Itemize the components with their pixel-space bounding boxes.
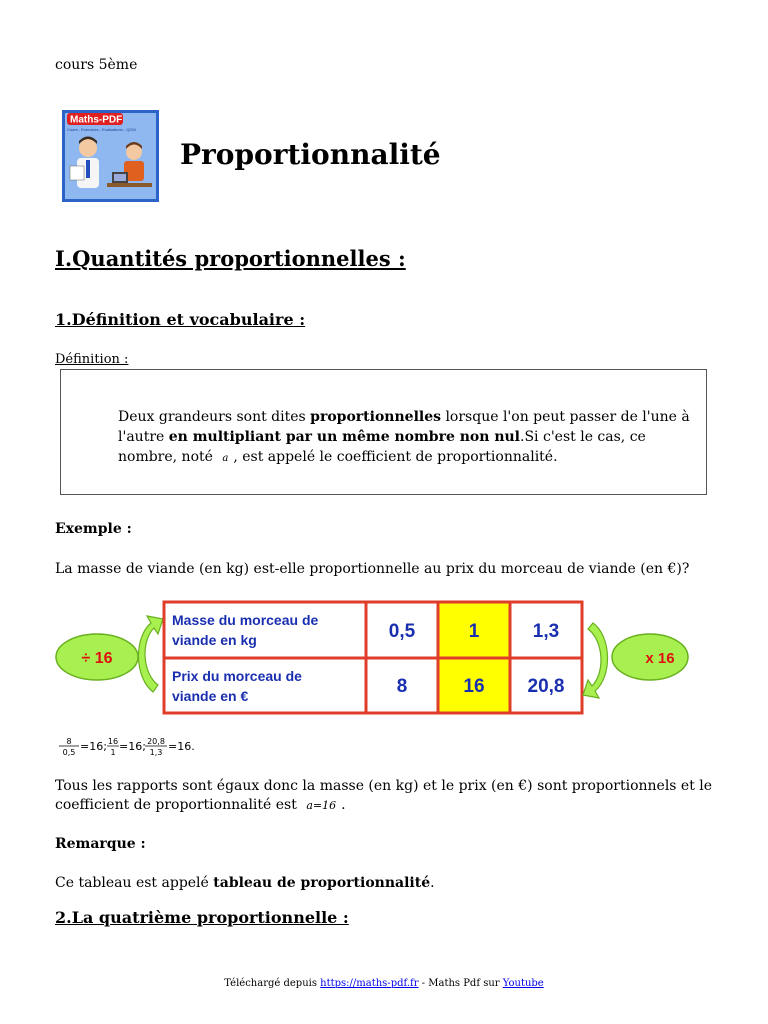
table-cell: 1 [468, 621, 480, 642]
table-cell: 16 [463, 676, 485, 697]
definition-label: Définition : [55, 352, 129, 367]
ratio-denominator: 1,3 [149, 748, 163, 757]
subsection-heading-1: 1.Définition et vocabulaire : [55, 310, 306, 329]
right-curved-arrow-icon [583, 623, 608, 698]
remark-text [55, 875, 435, 891]
left-curved-arrow-icon [138, 616, 163, 692]
youtube-link[interactable]: Youtube [502, 978, 544, 989]
section-heading-1: I.Quantités proportionnelles : [55, 246, 406, 271]
row1-label-line2: viande en kg [172, 632, 257, 648]
ratio-denominator: 0,5 [62, 748, 76, 757]
remark-label: Remarque : [55, 836, 146, 852]
subsection-heading-2: 2.La quatrième proportionnelle : [55, 908, 349, 927]
ratio-denominator: 1 [110, 748, 116, 757]
table-cell: 8 [396, 676, 408, 697]
remark-part: Ce tableau est appelé [55, 875, 214, 891]
ratio-result: =16. [168, 740, 195, 753]
row2-label-line2: viande en € [172, 688, 249, 704]
table-cell: 0,5 [388, 621, 416, 642]
conclusion-part: Tous les rapports sont égaux donc la masse (en kg) et le prix (en €) sont proportionnels et le coefficient de proportionnalité est [55, 778, 713, 813]
row2-label-line1: Prix du morceau de [172, 668, 302, 684]
definition-part: .Si c'est le cas, ce nombre, noté [118, 429, 646, 465]
example-question: La masse de viande (en kg) est-elle proportionnelle au prix du morceau de viande (en €)? [55, 561, 690, 577]
course-level: cours 5ème [55, 57, 138, 73]
conclusion-part: . [341, 797, 346, 813]
table-cell: 20,8 [527, 676, 565, 697]
definition-part: Deux grandeurs sont dites [118, 409, 311, 425]
ratio-result: =16; [80, 740, 107, 753]
example-label: Exemple : [55, 521, 132, 537]
definition-bold-term: proportionnelles [310, 409, 441, 425]
remark-part: . [430, 875, 435, 891]
ratio-numerator: 20,8 [147, 737, 165, 746]
coefficient-variable: a [222, 453, 229, 464]
ratio-numerator: 16 [107, 737, 119, 746]
remark-bold-term: tableau de proportionnalité [213, 875, 431, 891]
ratios-formula [57, 736, 207, 758]
left-operator-label: ÷ 16 [81, 650, 113, 667]
right-operator-label: x 16 [645, 650, 675, 667]
definition-part: lorsque l'on peut passer de l'une à l'autre [118, 409, 690, 445]
footer-text: - Maths Pdf sur [418, 978, 503, 989]
ratio-numerator: 8 [66, 737, 72, 746]
page-footer [0, 978, 768, 989]
definition-text [118, 407, 698, 469]
proportionality-table-figure [50, 597, 690, 719]
page-title: Proportionnalité [180, 138, 441, 171]
logo-tagline: Cours - Exercices - Evaluations - QCM [67, 127, 136, 132]
maths-pdf-link[interactable]: https://maths-pdf.fr [320, 978, 419, 989]
footer-text: Téléchargé depuis [224, 978, 321, 989]
conclusion-text [55, 777, 715, 815]
definition-bold-phrase: en multipliant par un même nombre non nul [168, 429, 521, 445]
table-cell: 1,3 [532, 621, 560, 642]
definition-part: , est appelé le coefficient de proportionnalité. [233, 449, 558, 465]
proportionality-table [164, 602, 582, 713]
row1-label-line1: Masse du morceau de [172, 612, 319, 628]
maths-pdf-logo [62, 110, 159, 202]
ratio-result: =16; [119, 740, 146, 753]
logo-brand: Maths-PDF [70, 114, 123, 126]
coefficient-formula: a=16 [306, 799, 337, 812]
